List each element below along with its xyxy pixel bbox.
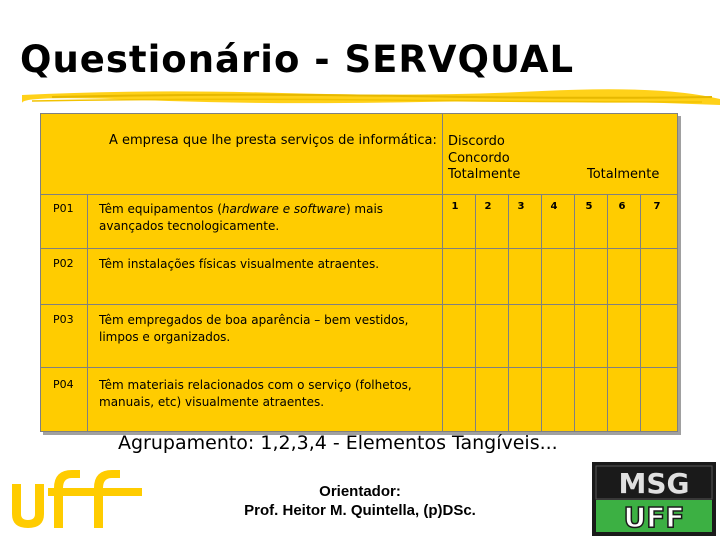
question-code: P01	[53, 202, 74, 215]
servqual-table	[40, 113, 678, 432]
question-code: P03	[53, 313, 74, 326]
scale-number-4: 4	[550, 201, 558, 212]
question-text-line1: Têm materiais relacionados com o serviço (folhetos,	[99, 378, 412, 392]
scale-number-5: 5	[585, 201, 593, 212]
slide-title: Questionário - SERVQUAL	[20, 38, 575, 81]
scale-number-3: 3	[517, 201, 525, 212]
question-code: P02	[53, 257, 74, 270]
msg-logo-top-text: MSG	[618, 467, 690, 500]
scale-label-totalmente-right: Totalmente	[587, 167, 660, 182]
table-header-question: A empresa que lhe presta serviços de informática:	[109, 133, 437, 148]
advisor-name: Prof. Heitor M. Quintella, (p)DSc.	[244, 502, 476, 519]
scale-label-totalmente-left: Totalmente	[448, 167, 521, 182]
scale-number-2: 2	[484, 201, 492, 212]
msg-logo-bottom-text: UFF	[623, 501, 685, 534]
uff-logo	[8, 462, 143, 534]
question-text-line1: Têm equipamentos (hardware e software) mais	[99, 202, 384, 216]
msg-uff-logo	[592, 462, 716, 536]
advisor-label: Orientador:	[319, 483, 401, 500]
scale-number-6: 6	[618, 201, 626, 212]
question-text-line1: Têm instalações físicas visualmente atraentes.	[99, 257, 380, 271]
question-text-line2: limpos e organizados.	[99, 330, 231, 344]
grouping-caption: Agrupamento: 1,2,3,4 - Elementos Tangíveis...	[118, 432, 558, 454]
scale-number-7: 7	[653, 201, 661, 212]
title-underline-brush	[22, 85, 720, 107]
question-text-line2: avançados tecnologicamente.	[99, 219, 280, 233]
advisor-block	[200, 482, 520, 520]
question-text-line2: manuais, etc) visualmente atraentes.	[99, 395, 325, 409]
scale-number-1: 1	[451, 201, 459, 212]
question-code: P04	[53, 378, 74, 391]
scale-label-concordo: Concordo	[448, 151, 510, 166]
question-text-line1: Têm empregados de boa aparência – bem vestidos,	[99, 313, 409, 327]
scale-label-discordo: Discordo	[448, 134, 505, 149]
